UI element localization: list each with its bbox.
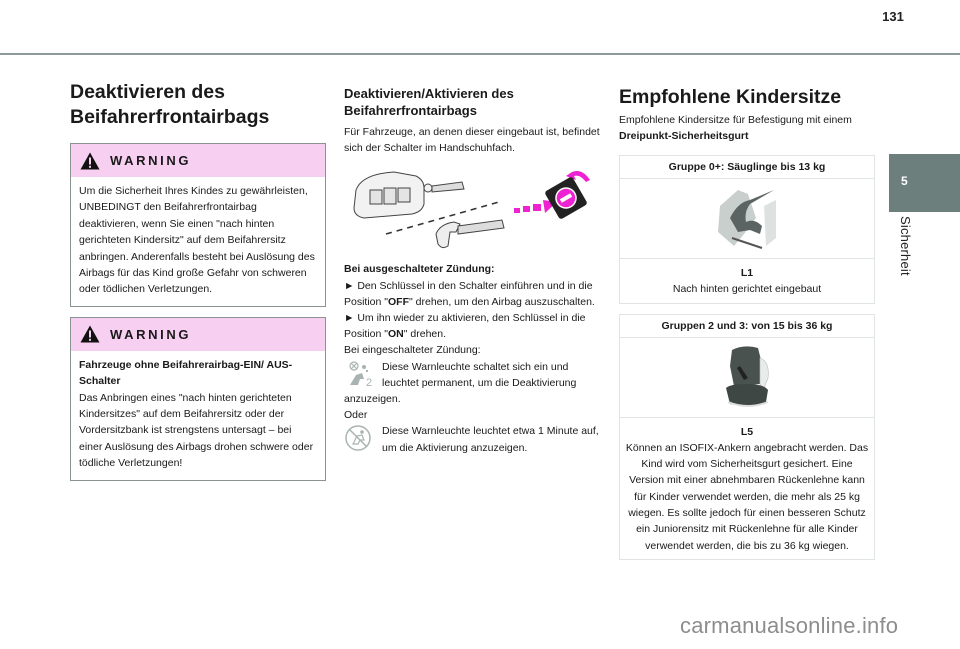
- airbag-on-warning-lamp-icon: [344, 423, 376, 453]
- lamp-deactivated-text: Diese Warnleuchte schaltet sich ein und leuchtet permanent, um die Deaktivierung: [382, 360, 577, 389]
- seat-image-cell: [620, 338, 874, 418]
- lamp-activated-row: [344, 423, 606, 455]
- intro-bold: Dreipunkt-Sicherheitsgurt: [619, 129, 749, 142]
- seat-group: Gruppe 0+: Säuglinge bis 13 kg: [620, 156, 874, 179]
- section-title: Empfohlene Kindersitze: [619, 86, 842, 108]
- section-title: Deaktivieren des Beifahrerfrontairbags: [70, 81, 270, 128]
- seat-code: L5: [740, 425, 754, 438]
- bullet-arrow-icon: ►: [344, 279, 355, 292]
- child-seat-card: [619, 155, 875, 304]
- step-text: Den Schlüssel in den Schalter einführen und in die Position ": [344, 279, 593, 308]
- seat-description-cell: [620, 259, 874, 303]
- step-text: " drehen, um den Airbag auszuschalten.: [409, 295, 595, 308]
- lamp-activated-text: Diese Warnleuchte leuchtet etwa 1 Minute auf, um die Aktivierung anzuzeigen.: [382, 425, 599, 454]
- ignition-on-heading: Bei eingeschalteter Zündung:: [344, 344, 481, 357]
- svg-text:2: 2: [366, 376, 373, 389]
- ignition-off-heading: Bei ausgeschalteter Zündung:: [344, 263, 495, 276]
- warning-box: [70, 143, 326, 307]
- child-seat-card: [619, 314, 875, 560]
- header-rule: [0, 53, 960, 55]
- watermark: carmanualsonline.info: [680, 613, 899, 638]
- seat-description: Können an ISOFIX-Ankern angebracht werden. Das Kind wird vom Sicherheitsgurt gesichert. Eine Version mit einer abnehmbaren Rückenlehne kann für Kinder verwendet werden, die mehr als 25 kg wiegen. Es sollte jedoch für einen besseren Schutz ein Juniorensitz mit Rückenlehne für alle Kinder verwendet werden, die bis zu 36 kg wiegen.: [625, 441, 869, 552]
- page-number: 131: [882, 9, 904, 24]
- warning-header: [71, 144, 325, 177]
- middle-column: [344, 85, 606, 456]
- warning-text: Das Anbringen eines "nach hinten gerichteten Kindersitzes" auf dem Beifahrersitz oder der Vordersitzbank ist strengstens untersagt – bei einer Auslösung des Airbags drohen schwere oder tödliche Verletzungen!: [79, 391, 314, 470]
- warning-box: [70, 317, 326, 481]
- warning-label: WARNING: [110, 153, 192, 168]
- or-label: Oder: [344, 409, 368, 422]
- key-and-airbag-switch-illustration: [344, 162, 594, 252]
- chapter-number: 5: [901, 174, 908, 188]
- airbag-off-warning-lamp-icon: [344, 359, 376, 389]
- instruction-step: [344, 310, 606, 342]
- lamp-deactivated-row: [344, 359, 606, 391]
- position-off: OFF: [388, 295, 409, 308]
- step-text: Um ihn wieder zu aktivieren, den Schlüssel in die Position ": [344, 312, 586, 341]
- instruction-step: [344, 278, 606, 310]
- position-on: ON: [388, 328, 404, 341]
- warning-label: WARNING: [110, 326, 192, 342]
- intro-text: [619, 113, 875, 144]
- warning-triangle-icon: [80, 152, 100, 170]
- left-column: [70, 80, 326, 481]
- warning-heading: Fahrzeuge ohne Beifahrerairbag-EIN/ AUS-Schalter: [79, 358, 293, 388]
- chapter-tab[interactable]: [889, 154, 960, 212]
- warning-content: [71, 351, 325, 480]
- rear-facing-infant-seat-image: [714, 188, 780, 250]
- intro-text: Für Fahrzeuge, an denen dieser eingebaut ist, befindet sich der Schalter im Handschuhfach.: [344, 126, 600, 155]
- warning-triangle-icon: [80, 325, 100, 343]
- bullet-arrow-icon: ►: [344, 312, 355, 325]
- step-text: " drehen.: [403, 328, 447, 341]
- warning-text: Um die Sicherheit Ihres Kindes zu gewährleisten, UNBEDINGT den Beifahrerfrontairbag deaktivieren, wenn Sie einen "nach hinten gerichteten Kindersitz" auf dem Beifahrersitz anbringen. Anderenfalls besteht bei Auslösung des Airbags für das Kind große Gefahr von schweren oder tödlichen Verletzungen.: [79, 185, 315, 296]
- seat-description-cell: [620, 418, 874, 559]
- booster-seat-with-backrest-image: [722, 344, 772, 410]
- seat-description: Nach hinten gerichtet eingebaut: [672, 283, 822, 296]
- warning-header: [71, 318, 325, 351]
- seat-group: Gruppen 2 und 3: von 15 bis 36 kg: [620, 315, 874, 338]
- chapter-title: Sicherheit: [898, 216, 913, 276]
- lamp-deactivated-text-continued: anzuzeigen.: [344, 393, 401, 406]
- subsection-title: Deaktivieren/Aktivieren des Beifahrerfrontairbags: [344, 86, 514, 118]
- seat-image-cell: [620, 179, 874, 259]
- intro-line: Empfohlene Kindersitze für Befestigung mit einem: [619, 114, 852, 126]
- seat-code: L1: [740, 267, 754, 279]
- right-column: [619, 85, 875, 560]
